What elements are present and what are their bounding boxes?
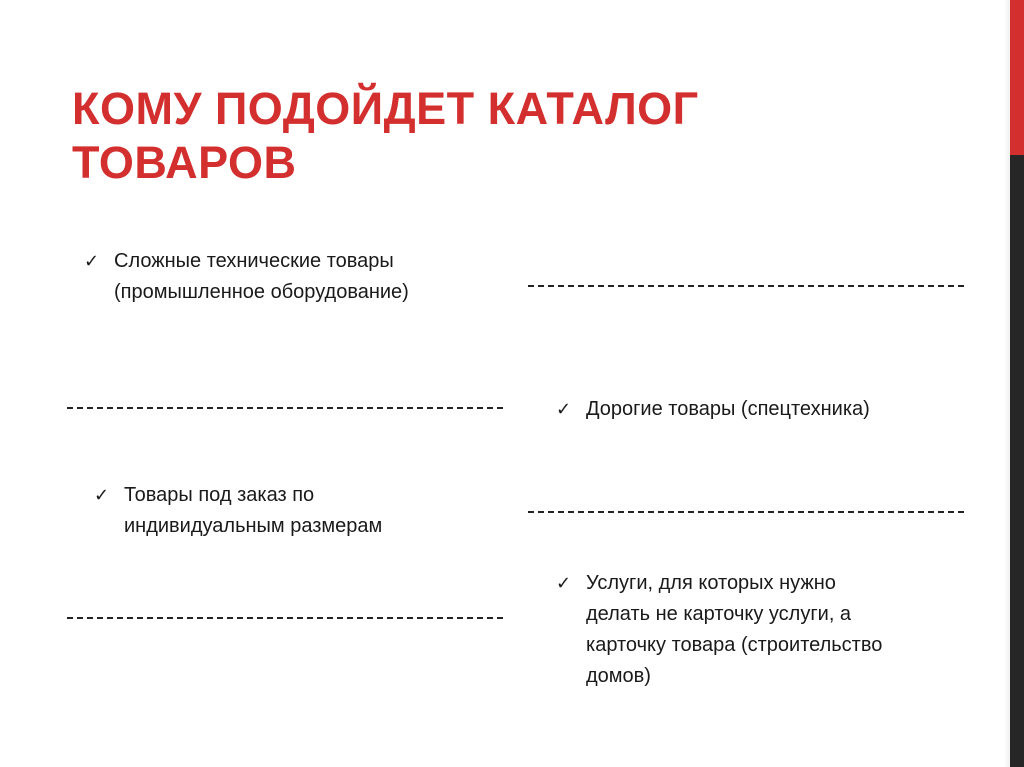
item-line: Товары под заказ по [124,484,315,506]
checkmark-icon: ✓ [94,485,110,506]
item-line: Сложные технические товары [114,250,394,272]
edge-accent-red [1010,0,1024,155]
item-line: Дорогие товары (спецтехника) [586,398,870,420]
checkmark-icon: ✓ [556,573,572,594]
list-item [94,480,382,542]
title-line-1: КОМУ ПОДОЙДЕТ КАТАЛОГ [72,83,699,134]
dashed-divider [67,617,503,619]
list-item [84,246,409,308]
list-item [556,568,882,692]
dashed-divider [528,285,964,287]
item-line: индивидуальным размерам [124,515,383,537]
title-line-2: ТОВАРОВ [72,137,297,188]
checkmark-icon: ✓ [556,399,572,420]
slide-title [72,82,932,190]
item-line: карточку товара (строительство [586,634,883,656]
item-line: домов) [586,665,651,687]
list-item [556,394,870,425]
item-line: делать не карточку услуги, а [586,603,852,625]
item-line: (промышленное оборудование) [114,281,409,303]
item-line: Услуги, для которых нужно [586,572,836,594]
dashed-divider [67,407,503,409]
edge-accent-dark [1010,155,1024,767]
dashed-divider [528,511,964,513]
checkmark-icon: ✓ [84,251,100,272]
